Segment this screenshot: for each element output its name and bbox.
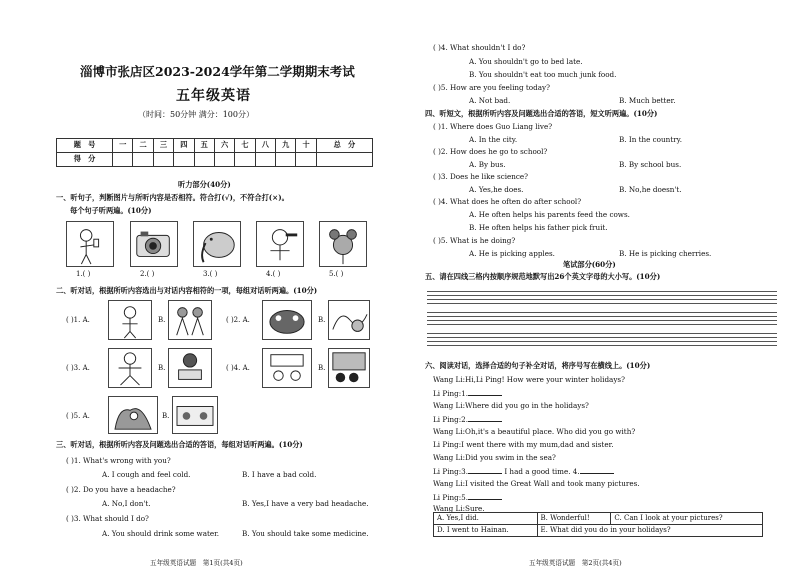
section2-q5-label-a[interactable]: ( )5. A. xyxy=(66,412,90,420)
score-input-cell[interactable] xyxy=(214,153,234,167)
section3-q3-option-b: B. You should take some medicine. xyxy=(242,529,369,538)
section2-q2-label-a[interactable]: ( )2. A. xyxy=(226,316,250,324)
section3-q3[interactable]: ( )3. What should I do? xyxy=(66,514,149,523)
section4-q4[interactable]: ( )4. What does he often do after school? xyxy=(433,197,582,206)
score-input-cell[interactable] xyxy=(153,153,173,167)
section1-answer-5[interactable]: 5.( ) xyxy=(329,270,344,278)
section2-q1-label-a[interactable]: ( )1. A. xyxy=(66,316,90,324)
picture-q3-a xyxy=(108,348,152,388)
score-cell: 题 号 xyxy=(57,139,113,153)
score-table xyxy=(56,138,373,167)
picture-q4-b xyxy=(328,348,370,388)
grid-line xyxy=(427,299,777,300)
section3-q1-option-a: A. I cough and feel cold. xyxy=(102,470,191,479)
section4-q1-option-b: B. In the country. xyxy=(619,135,682,144)
option-d: D. I went to Hainan. xyxy=(434,525,538,537)
section6-title: 六、阅读对话，选择合适的句子补全对话，将序号写在横线上。(10分) xyxy=(425,361,651,370)
options-row xyxy=(434,525,763,537)
score-input-cell[interactable] xyxy=(113,153,133,167)
dialogue-text: Li Ping:3. xyxy=(433,467,469,476)
footer-page-1: 五年级英语试题 第1页(共4页) xyxy=(150,559,243,567)
option-a: A. Yes,I did. xyxy=(434,513,538,525)
section3-title: 三、听对话，根据所听内容及问题选出合适的答语，每组对话听两遍。(10分) xyxy=(56,440,303,449)
section3-q5[interactable]: ( )5. How are you feeling today? xyxy=(433,83,550,92)
exam-title: 淄博市张店区2023-2024学年第二学期期末考试 xyxy=(80,64,355,79)
grid-line xyxy=(427,320,777,321)
section3-q4-option-a: A. You shouldn't go to bed late. xyxy=(469,57,583,66)
section2-q3-label-a[interactable]: ( )3. A. xyxy=(66,364,90,372)
section3-q4-option-b: B. You shouldn't eat too much junk food. xyxy=(469,70,617,79)
exam-info: （时间：50分钟 满分：100分） xyxy=(138,110,254,119)
section4-q2[interactable]: ( )2. How does he go to school? xyxy=(433,147,548,156)
section1-title: 一、听句子，判断图片与所听内容是否相符。符合打(√)，不符合打(×)。 xyxy=(56,193,289,202)
score-cell: 九 xyxy=(276,139,296,153)
picture-mouse xyxy=(319,221,367,267)
picture-q5-b xyxy=(172,396,218,434)
section4-q3-option-a: A. Yes,he does. xyxy=(469,185,524,194)
picture-boy-brushing xyxy=(256,221,304,267)
blank-4[interactable] xyxy=(580,467,614,474)
dialogue-line-6: Li Ping:I went there with my mum,dad and sister. xyxy=(433,440,614,449)
section2-title: 二、听对话，根据所听内容选出与对话内容相符的一项，每组对话听两遍。(10分) xyxy=(56,286,318,295)
score-table-score-row xyxy=(57,153,373,167)
section3-q2[interactable]: ( )2. Do you have a headache? xyxy=(66,485,176,494)
picture-camera xyxy=(130,221,178,267)
written-header: 笔试部分(60分) xyxy=(563,260,616,269)
section4-q5-option-a: A. He is picking apples. xyxy=(469,249,555,258)
dialogue-line-11: Wang Li:Sure. xyxy=(433,504,485,513)
picture-q2-a xyxy=(262,300,312,340)
score-cell: 四 xyxy=(174,139,194,153)
dialogue-text: Li Ping:1. xyxy=(433,389,469,398)
score-input-cell[interactable] xyxy=(276,153,296,167)
score-input-cell[interactable] xyxy=(174,153,194,167)
grid-line xyxy=(427,333,777,334)
picture-elephant xyxy=(193,221,241,267)
score-cell: 七 xyxy=(235,139,255,153)
section2-q2-label-b: B. xyxy=(318,316,326,324)
score-table-header-row xyxy=(57,139,373,153)
listening-header: 听力部分(40分) xyxy=(178,180,231,189)
section1-note: 每个句子听两遍。(10分) xyxy=(70,206,152,215)
grid-line xyxy=(427,291,777,292)
blank-3[interactable] xyxy=(468,467,502,474)
grid-line xyxy=(427,337,777,338)
option-c: C. Can I look at your pictures? xyxy=(611,513,763,525)
section3-q1-option-b: B. I have a bad cold. xyxy=(242,470,317,479)
blank-5[interactable] xyxy=(468,493,502,500)
section4-q2-option-b: B. By school bus. xyxy=(619,160,682,169)
grid-line xyxy=(427,345,777,346)
score-input-cell[interactable] xyxy=(316,153,372,167)
section3-q5-option-b: B. Much better. xyxy=(619,96,676,105)
options-table xyxy=(433,512,763,537)
dialogue-line-2 xyxy=(433,389,502,399)
section1-answer-2[interactable]: 2.( ) xyxy=(140,270,155,278)
section2-q5-label-b: B. xyxy=(162,412,170,420)
dialogue-text: Li Ping:2. xyxy=(433,415,469,424)
score-cell: 六 xyxy=(214,139,234,153)
score-input-cell[interactable] xyxy=(194,153,214,167)
section4-q4-option-a: A. He often helps his parents feed the cows. xyxy=(469,210,630,219)
picture-q3-b xyxy=(168,348,212,388)
section4-q3-option-b: B. No,he doesn't. xyxy=(619,185,682,194)
section2-q3-label-b: B. xyxy=(158,364,166,372)
section3-q3-option-a: A. You should drink some water. xyxy=(102,529,220,538)
score-input-cell[interactable] xyxy=(235,153,255,167)
right-page xyxy=(397,0,794,583)
picture-q1-b xyxy=(168,300,212,340)
score-cell: 二 xyxy=(133,139,153,153)
grid-line xyxy=(427,316,777,317)
dialogue-line-5: Wang Li:Oh,it's a beautiful place. Who did you go with? xyxy=(433,427,636,436)
dialogue-text: Li Ping:5. xyxy=(433,493,469,502)
section4-q3[interactable]: ( )3. Does he like science? xyxy=(433,172,529,181)
section4-q4-option-b: B. He often helps his father pick fruit. xyxy=(469,223,608,232)
blank-1[interactable] xyxy=(468,389,502,396)
dialogue-line-7: Wang Li:Did you swim in the sea? xyxy=(433,453,556,462)
score-cell: 三 xyxy=(153,139,173,153)
score-cell: 八 xyxy=(255,139,275,153)
score-cell: 一 xyxy=(113,139,133,153)
section4-q1[interactable]: ( )1. Where does Guo Liang live? xyxy=(433,122,553,131)
section4-q5-option-b: B. He is picking cherries. xyxy=(619,249,712,258)
blank-2[interactable] xyxy=(468,415,502,422)
dialogue-text: I had a good time. 4. xyxy=(504,467,580,476)
section4-q1-option-a: A. In the city. xyxy=(469,135,518,144)
picture-boy-drinking xyxy=(66,221,114,267)
grid-line xyxy=(427,303,777,304)
score-cell: 十 xyxy=(296,139,316,153)
dialogue-line-10 xyxy=(433,493,502,503)
score-cell: 得 分 xyxy=(57,153,113,167)
dialogue-line-1: Wang Li:Hi,Li Ping! How were your winter holidays? xyxy=(433,375,625,384)
picture-q5-a xyxy=(108,396,158,434)
grid-line xyxy=(427,295,777,296)
section5-title: 五、请在四线三格内按顺序规范地默写出26个英文字母的大小写。(10分) xyxy=(425,272,661,281)
section2-q1-label-b: B. xyxy=(158,316,166,324)
section4-q5[interactable]: ( )5. What is he doing? xyxy=(433,236,516,245)
section3-q5-option-a: A. Not bad. xyxy=(469,96,511,105)
section2-q4-label-a[interactable]: ( )4. A. xyxy=(226,364,250,372)
score-input-cell[interactable] xyxy=(296,153,316,167)
grid-line xyxy=(427,312,777,313)
score-cell: 总 分 xyxy=(316,139,372,153)
picture-q4-a xyxy=(262,348,312,388)
option-e: E. What did you do in your holidays? xyxy=(537,525,763,537)
option-b: B. Wonderful! xyxy=(537,513,611,525)
section3-q2-option-b: B. Yes,I have a very bad headache. xyxy=(242,499,369,508)
section4-q2-option-a: A. By bus. xyxy=(469,160,506,169)
dialogue-line-4 xyxy=(433,415,502,425)
section3-q4[interactable]: ( )4. What shouldn't I do? xyxy=(433,43,526,52)
section3-q1[interactable]: ( )1. What's wrong with you? xyxy=(66,456,171,465)
section1-answer-4[interactable]: 4.( ) xyxy=(266,270,281,278)
picture-q1-a xyxy=(108,300,152,340)
section1-answer-1[interactable]: 1.( ) xyxy=(76,270,91,278)
score-cell: 五 xyxy=(194,139,214,153)
section3-q2-option-a: A. No,I don't. xyxy=(102,499,151,508)
exam-subtitle: 五年级英语 xyxy=(176,88,251,104)
options-row xyxy=(434,513,763,525)
score-input-cell[interactable] xyxy=(255,153,275,167)
section2-q4-label-b: B. xyxy=(318,364,326,372)
dialogue-line-3: Wang Li:Where did you go in the holidays? xyxy=(433,401,589,410)
footer-page-2: 五年级英语试题 第2页(共4页) xyxy=(529,559,622,567)
score-input-cell[interactable] xyxy=(133,153,153,167)
section4-title: 四、听短文，根据所听内容及问题选出合适的答语，短文听两遍。(10分) xyxy=(425,109,658,118)
picture-q2-b xyxy=(328,300,370,340)
dialogue-line-9: Wang Li:I visited the Great Wall and took many pictures. xyxy=(433,479,640,488)
grid-line xyxy=(427,324,777,325)
grid-line xyxy=(427,341,777,342)
section1-answer-3[interactable]: 3.( ) xyxy=(203,270,218,278)
dialogue-line-8 xyxy=(433,467,614,477)
